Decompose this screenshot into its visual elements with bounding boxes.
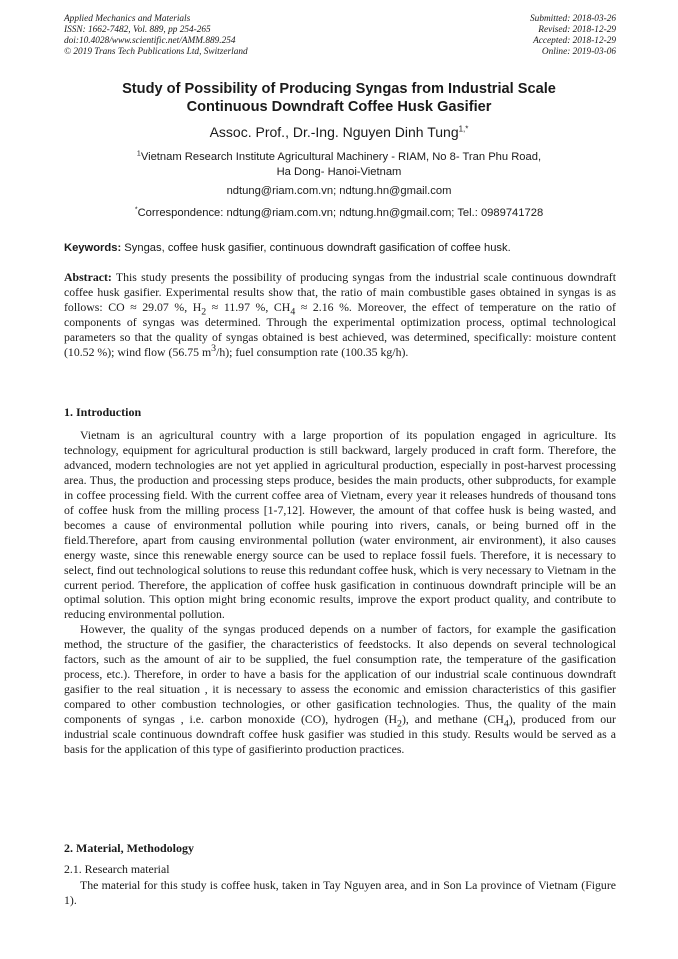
- section-heading-introduction: 1. Introduction: [64, 405, 142, 419]
- abstract-label: Abstract:: [64, 270, 112, 284]
- affiliation: [80, 150, 598, 180]
- doi: doi:10.4028/www.scientific.net/AMM.889.254: [64, 36, 236, 46]
- author-name: Assoc. Prof., Dr.-Ing. Nguyen Dinh Tung: [209, 124, 459, 140]
- keywords: [64, 242, 616, 254]
- abstract-text-4: /h); fuel consumption rate (100.35 kg/h).: [216, 344, 409, 359]
- paragraph-text-1: However, the quality of the syngas produced depends on a number of factors, for example the gasification method, the structure of the gasifier, the characteristics of feedstocks. It also depends on several technological factors, such as the amount of air to be supplied, the fuel consumption rate, the temperature of the gasification process, etc.). Therefore, in order to have a basis for the application of our industrial scale continuous downdraft gasifier to the real situation , it is necessary to assess the economic and emission characteristics of this gasifier compared to other combustion technologies, or other gasification technologies. Thus, the quality of the main components of syngas , i.e. carbon monoxide (CO), hydrogen (H: [64, 622, 616, 727]
- affiliation-line-1: [80, 150, 598, 165]
- paragraph: The material for this study is coffee husk, taken in Tay Nguyen area, and in Son La province of Vietnam (Figure 1).: [64, 878, 616, 907]
- online-date: Online: 2019-03-06: [541, 47, 616, 57]
- correspondence-text: Correspondence: ndtung@riam.com.vn; ndtung.hn@gmail.com; Tel.: 0989741728: [137, 207, 544, 219]
- correspondence-mark: *: [134, 206, 138, 214]
- issn: ISSN: 1662-7482, Vol. 889, pp 254-265: [64, 25, 211, 35]
- publication-dates: [530, 14, 616, 58]
- paragraph-text-2: ), and methane (CH: [401, 712, 504, 727]
- abstract-text-3: ≈ 2.16 %. Moreover, the effect of temperature on the ratio of components of syngas was determined. Through the experimental optimization process, optimal technological parameters so that the quality of syngas obtained is best achieved, was determined, specifically: moisture content (10.52 %); wind flow (56.75 m: [64, 299, 616, 359]
- abstract: [64, 270, 616, 360]
- submitted-date: Submitted: 2018-03-26: [530, 14, 616, 24]
- subscript-2: 2: [397, 718, 402, 730]
- affiliation-line-2: Ha Dong- Hanoi-Vietnam: [276, 166, 402, 178]
- publication-info: [64, 14, 248, 58]
- accepted-date: Accepted: 2018-12-29: [533, 36, 616, 46]
- section-heading-methodology: 2. Material, Methodology: [64, 841, 194, 855]
- paragraph: [64, 622, 616, 757]
- revised-date: Revised: 2018-12-29: [538, 25, 616, 35]
- keywords-text: Syngas, coffee husk gasifier, continuous downdraft gasification of coffee husk.: [121, 242, 511, 254]
- correspondence: [40, 207, 638, 219]
- affiliation-text-1: Vietnam Research Institute Agricultural Machinery - RIAM, No 8- Tran Phu Road,: [140, 151, 542, 163]
- methodology-body: [64, 878, 616, 908]
- superscript-3: 3: [211, 342, 217, 354]
- subsection-heading: 2.1. Research material: [64, 862, 170, 876]
- copyright: © 2019 Trans Tech Publications Ltd, Switzerland: [64, 47, 248, 57]
- paper-title: [40, 80, 638, 116]
- paragraph-text-3: ), produced from our industrial scale continuous downdraft coffee husk gasifier was studied in this study. Results would be served as a basis for the application of this type of gasifierinto production practices.: [64, 712, 616, 757]
- title-line-1: Study of Possibility of Producing Syngas from Industrial Scale: [122, 81, 556, 97]
- abstract-text-1: This study presents the possibility of producing syngas from the industrial scale continuous downdraft coffee husk gasifier. Experimental results show that, the ratio of main combustible gases obtained in syngas is as follows: CO ≈ 29.07 %, H: [64, 270, 616, 314]
- author-line: [40, 123, 638, 141]
- abstract-text-2: ≈ 11.97 %, CH: [206, 299, 291, 314]
- author-email: ndtung@riam.com.vn; ndtung.hn@gmail.com: [226, 185, 452, 197]
- subscript-2: 2: [201, 306, 207, 318]
- title-line-2: Continuous Downdraft Coffee Husk Gasifier: [186, 99, 492, 115]
- subscript-4: 4: [290, 306, 296, 318]
- keywords-label: Keywords:: [64, 242, 122, 254]
- journal-name: Applied Mechanics and Materials: [64, 14, 191, 24]
- subscript-4: 4: [503, 718, 509, 730]
- author-mark: 1,*: [458, 124, 469, 134]
- paragraph: Vietnam is an agricultural country with a large proportion of its population engaged in agriculture. Its technology, equipment for agricultural production is still backward, largely produced in craft form. Therefore, the advanced, modern technologies are not yet applied in agricultural production, especially in post-harvest processing area. Thus, the production and processing steps produce, besides the main products, other subproducts, for example in coffee processing field. With the current coffee area of Vietnam, every year it releases hundreds of thousand tons of coffee husk from the milling process [1-7,12]. However, the amount of that coffee husk is being wasted, and becomes a cause of environmental pollution while pouring into rivers, canals, or being burned off in the field.Therefore, apart from causing environmental pollution (water environment, air environment), it also causes energy waste, since this renewable energy source can be used to replace fossil fuels. Therefore, it is necessary to select, find out technological solutions to reuse this redundant coffee husk, which is very necessary to Vietnam in the current period. Therefore, the application of coffee husk gasification in continuous downdraft principle will be an optimal solution. This option might bring economic results, improve the export product quality, and contribute to reducing environmental pollution.: [64, 428, 616, 622]
- introduction-body: [64, 428, 616, 757]
- affiliation-mark: 1: [136, 150, 141, 158]
